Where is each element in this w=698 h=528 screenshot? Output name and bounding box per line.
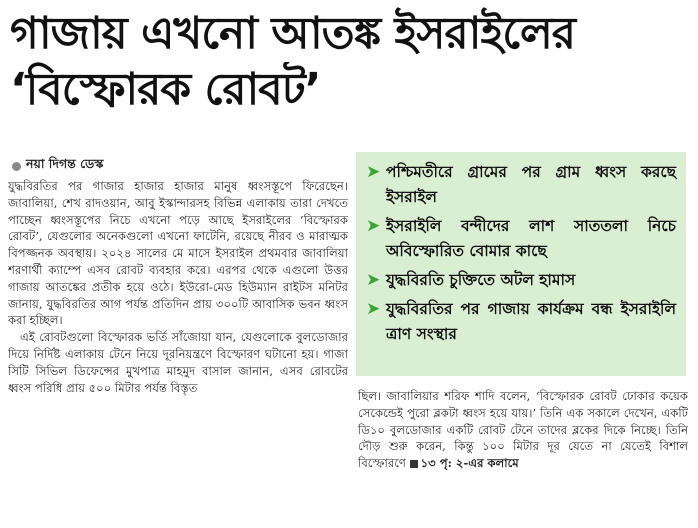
square-bullet-icon xyxy=(410,460,418,468)
paragraph-1: যুদ্ধবিরতির পর গাজার হাজার হাজার মানুষ ধ্বংসস্তূপে ফিরেছেন। জাবালিয়া, শেখ রাদওয়ান, আবু ইস্কান্দারসহ বিভিন্ন এলাকায় তারা দেখতে পাচ্ছেন ধ্বংসস্তূপের নিচে এখনো পড়ে আছে ইসরাইলের ‘বিস্ফোরক রোবট’, যেগুলোর অনেকগুলো এখনো ফাটেনি, রয়েছে নীরব ও মারাত্মক বিপজ্জনক অবস্থায়। ২০২৪ সালের মে মাসে ইসরাইল প্রথমবার জাবালিয়া শরণার্থী ক্যাম্পে এসব রোবট ব্যবহার করে। এরপর থেকে এগুলো উত্তর গাজায় আতঙ্কের প্রতীক হয়ে ওঠে। ইউরো-মেড হিউম্যান রাইটস মনিটর জানায়, যুদ্ধবিরতির আগ পর্যন্ত প্রতিদিন প্রায় ৩০০টি আবাসিক ভবন ধ্বংস করা হচ্ছিল। xyxy=(8,179,348,328)
highlight-item xyxy=(366,297,676,347)
headline-line-2: ‘বিস্ফোরক রোবট’ xyxy=(10,64,321,115)
highlight-item xyxy=(366,214,676,264)
highlight-text: পশ্চিমতীরে গ্রামের পর গ্রাম ধ্বংস করছে ইসরাইল xyxy=(386,163,676,206)
headline-line-1: গাজায় এখনো আতঙ্ক ইসরাইলের xyxy=(10,8,575,59)
byline xyxy=(12,156,103,176)
chevron-right-icon: ➤ xyxy=(366,299,381,319)
chevron-right-icon: ➤ xyxy=(366,216,381,236)
highlight-text: যুদ্ধবিরতি চুক্তিতে অটল হামাস xyxy=(386,271,576,289)
continuation-text: ১৩ পৃ: ২-এর কলামে xyxy=(420,456,519,471)
highlight-box xyxy=(356,152,686,376)
article-left-column xyxy=(8,178,348,528)
highlight-text: ইসরাইলি বন্দীদের লাশ সাততলা নিচে অবিস্ফোরিত বোমার কাছে xyxy=(386,217,676,260)
highlight-item xyxy=(366,268,676,293)
chevron-right-icon: ➤ xyxy=(366,270,381,290)
continuation-marker xyxy=(410,456,519,470)
article-right-column xyxy=(358,388,688,528)
headline xyxy=(10,6,690,118)
highlight-text: যুদ্ধবিরতির পর গাজায় কার্যক্রম বন্ধ ইসরাইলি ত্রাণ সংস্থার xyxy=(386,300,676,343)
highlight-item xyxy=(366,160,676,210)
chevron-right-icon: ➤ xyxy=(366,162,381,182)
byline-text: নয়া দিগন্ত ডেস্ক xyxy=(26,156,104,171)
bullet-dot-icon xyxy=(12,162,21,171)
right-column-text: ছিল। জাবালিয়ার শরিফ শাদি বলেন, ‘বিস্ফোরক রোবট ঢোকার কয়েক সেকেন্ডেই পুরো ব্লকটা ধ্বংস হয়ে যায়।’ তিনি এক সকালে দেখেন, একটি ডি১০ বুলডোজার একটি রোবট টেনে তাদের ব্লকের দিকে নিচ্ছে। তিনি দৌড় শুরু করেন, কিন্তু ১০০ মিটার দূর যেতে না যেতেই বিশাল বিস্ফোরণে xyxy=(358,389,688,471)
right-column-paragraph xyxy=(358,388,688,472)
paragraph-2: এই রোবটগুলো বিস্ফোরক ভর্তি সাঁজোয়া যান, যেগুলোকে বুলডোজার দিয়ে নির্দিষ্ট এলাকায় টেনে নিয়ে দূরনিয়ন্ত্রণে বিস্ফোরণ ঘটানো হয়। গাজা সিটি সিভিল ডিফেন্সের মুখপাত্র মাহমুদ বাসাল জানান, এসব রোবটের ধ্বংস পরিধি প্রায় ৫০০ মিটার পর্যন্ত বিস্তৃত xyxy=(8,330,348,395)
